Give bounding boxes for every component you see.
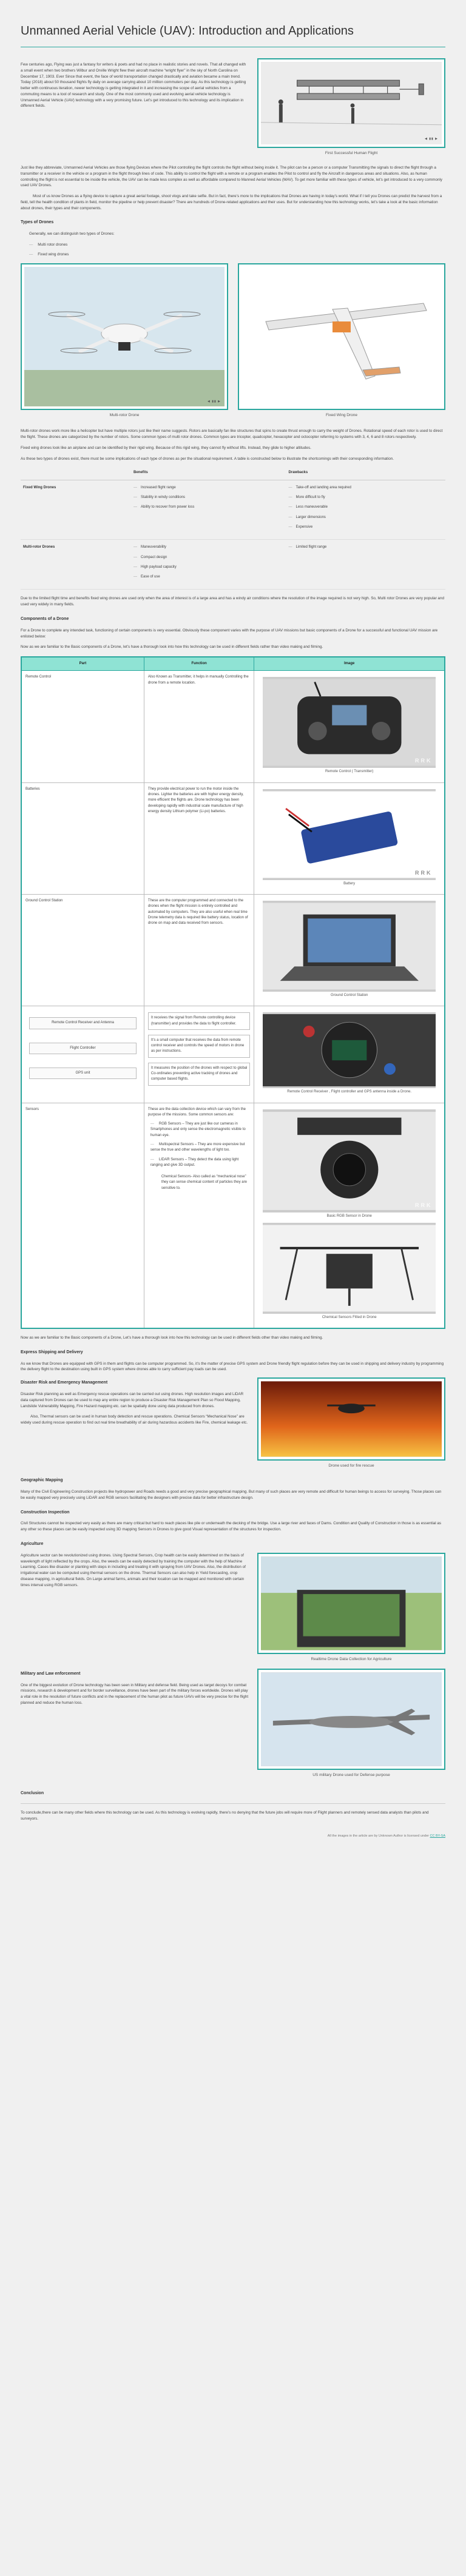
- app-text: Civil Structures cannot be inspected very easily as there are many critical but hard to reach places like pile or underneath the decking of the bridge. Use a large river and faces of Dams. Condition and Quality of Construction in those is as essential as any other so these places can be easily inspected using 3D mapping Sensors in Drones to give good Visual representation of the structures for inspection.: [21, 1521, 442, 1532]
- page-title: Unmanned Aerial Vehicle (UAV): Introduction and Applications: [21, 22, 445, 47]
- battery-photo: [263, 789, 436, 880]
- row-type: Multi-rotor Drones: [21, 540, 131, 590]
- components-table: [21, 656, 445, 1329]
- military-image: [261, 1672, 442, 1766]
- sensors-intro: These are the data collection device which can vary from the purpose of the missions. Some common sensors are:: [147, 1107, 246, 1117]
- fixedwing-caption: Fixed Wing Drone: [325, 413, 358, 418]
- table-header: Benefits: [131, 466, 286, 480]
- figure-controls[interactable]: ◀ ▮▮ ▶: [425, 137, 438, 141]
- watermark: RRK: [414, 1202, 433, 1208]
- image-cell: [254, 1006, 445, 1103]
- ground-station-image: [263, 901, 436, 992]
- image-cell: [254, 671, 445, 782]
- flight-controller-image: [263, 1012, 436, 1088]
- fire-rescue-figure: [257, 1377, 445, 1461]
- types-title: Types of Drones: [21, 220, 54, 225]
- list-item: — LIDAR Sensors – They detect the data using light ranging and give 3D output.: [150, 1157, 250, 1169]
- drone-types-figures: [21, 263, 445, 419]
- drone-interior-photo: [263, 1012, 436, 1088]
- comparison-intro-paragraph: As these two types of drones exist, there must be some implications of each type of drones as per the situational requirement. A table is constructed below to illustrate the shortcomings with their corresponding information.: [21, 456, 394, 461]
- function-cell: [144, 1103, 254, 1328]
- app-text: As we know that Drones are equipped with GPS in them and flights can be computer programmed. So, it’s the matter of precise GPS system and Drone friendly flight regulation before they can be used in shipping and delivery industry by programming the delivery flight to the destination using built in GPS system where drones able to carry sufficient pay loads can be used.: [21, 1361, 444, 1372]
- part-cell: Sensors: [21, 1103, 144, 1328]
- conclusion-title: Conclusion: [21, 1791, 44, 1795]
- applications-intro: Now as we are familiar to the Basic components of a Drone, Let’s have a thorough look into how this technology can be used in different fields other than video making and filming.: [21, 1336, 323, 1340]
- first-flight-caption: First Successful Human Flight: [325, 151, 378, 155]
- fire-rescue-caption: Drone used for fire rescue: [328, 1464, 374, 1468]
- rgb-sensor-image: [263, 1109, 436, 1212]
- list-item: — Stability in windy conditions: [133, 495, 284, 500]
- app-section-agriculture: [21, 1553, 445, 1663]
- multirotor-paragraph: Multi-rotor drones work more like a helicopter but have multiple rotors just like their name suggests. Rotors are basically fan like structures that spins to create thrust enough to carry the weight of Drones. Rotational speed of each rotor is used to direct the flight. These drones are categorized by the number of rotors. Some common types of multi rotor drones. Common types are tricopter, quadcopter, hexacopter and octocopter referring to systems with 3, 4, 6 and 8 rotors respectively.: [21, 429, 443, 440]
- function-cell: They provide electrical power to run the motor inside the drones. Lighter the batteries are with higher energy density, more efficient the flights are. Drone technology has been developing rapidly with industrial scale manufacture of high energy density Lithium polymer (Li-po) batteries.: [144, 782, 254, 894]
- remote-control-image: [263, 677, 436, 768]
- military-drone-photo: [261, 1672, 442, 1766]
- article: [21, 0, 445, 1851]
- list-item: — Ease of use: [133, 574, 284, 580]
- table-row: [21, 540, 445, 590]
- function-cell: These are the computer programmed and connected to the drones when the flight mission is entirely controlled and automated by computers. They are also useful when real time Drone telemetry data is required like battery status, location of drone on map and data received from sensors.: [144, 894, 254, 1006]
- table-header: Drawbacks: [286, 466, 445, 480]
- sensors-list: [150, 1122, 250, 1168]
- drone-uses-paragraph: Most of us know Drones as a flying device to capture a great aerial footage, shoot vlogs and take selfie. But in fact, there’s more to the implications that Drones are having in today’s world. What if I tell you Drones can predict the harvest from a field, tell the health condition of plants in field, monitor the pipeline or help prevent disaster? There are hundreds of Drone-related applications and their uses. But for understanding how this technology works, let’s take a look at the basic information about drones, their types and their components.: [21, 194, 442, 210]
- app-title: Construction Inspection: [21, 1510, 70, 1515]
- first-flight-image: [261, 62, 442, 144]
- fixedwing-paragraph: Fixed wing drones look like an airplane and can be identified by their rigid wing. Because of this rigid wing, they cannot fly without lifts. Instead, they glide to higher altitudes.: [21, 445, 311, 450]
- usage-paragraph: Due to the limited flight time and benefits fixed wing drones are used only when the area of interest is of a large area and has a windy air conditions where the resolution of the image required is not very high. So, Multi rotor Drones are very popular and used very widely in many fields.: [21, 596, 444, 607]
- part-cell: Ground Control Station: [21, 894, 144, 1006]
- agriculture-caption: Realtime Drone Data Collection for Agriculture: [311, 1656, 392, 1661]
- military-caption: US military Drone used for Defense purpose: [312, 1772, 390, 1777]
- intro-section: [21, 58, 445, 156]
- list-item: — Limited flight range: [289, 545, 443, 550]
- app-text: Disaster Risk planning as well as Emergency rescue operations can be carried out using drones. High resolution images and LiDAR data captured from Drones can be used to map any entire region to produce a Disaster Risk Management Plan so Flood Mapping, Landslide Vulnerability Mapping, Fire Hazard mapping etc. can be spatially done using data produced from drones.: [21, 1392, 244, 1408]
- watermark: RRK: [414, 869, 433, 876]
- part-cell: Batteries: [21, 782, 144, 894]
- watermark: RRK: [414, 758, 433, 764]
- app-section-disaster: [21, 1377, 445, 1469]
- app-text: Also, Thermal sensors can be used in human body detection and rescue operations. Chemical Sensors “Mechanical Nose” are widely used during rescue operation to find out real time breathability of air during hazardous accidents like Fire, chemical leakage etc.: [21, 1414, 248, 1425]
- multirotor-image: [24, 267, 225, 406]
- app-text: Agriculture sector can be revolutionized using drones. Using Spectral Sensors, Crop health can be easily determined on the basis of wavelength of light reflected by the crops. Also, the weeds can be easily detected by training the computer with the help of Machine Learning. Cases like disaster or planting with steps in including and treating it with spraying from UAV Drones. Also, the distribution of irrigational water can be computed using thermal sensors on the drone. Thermal Sensors can also help in Yield forecasting, crop disease mapping, in agricultural fields. On Large animal farms, animals and their location can be mapped and monitored with certain times interval using RGB sensors.: [21, 1553, 246, 1587]
- intro-paragraph: Few centuries ago, Flying was just a fantasy for writers & poets and had no place in realistic stories and novels. That all changed with a small event when two brothers Wilbur and Orville Wright flew their aircraft machine “wright flyer” in the sky of North Carolina on December 17, 1903. Ever Since that event, the face of world transportation changed drastically and aviation became a main trend. Today (2018) about 50 thousand flights fly daily on average carrying about 10 million commuters per day. As this technology is getting better with continuous iteration, newer technology is getting integrated in it and increasing the scope of aerial vehicles from a commuting means to a tool of research and study. One of the most commonly used and evolving aerial vehicle technology is Unmanned Aerial Vehicle (UAV) technology with a very promising future. Let’s get introduced to this technology and its implication in different fields.: [21, 62, 246, 109]
- list-item: — Multi rotor drones: [29, 242, 445, 248]
- table-row: [21, 894, 445, 1006]
- old-aircraft-photo: [261, 62, 442, 144]
- table-header: Image: [254, 657, 445, 671]
- list-item: — High payload capacity: [133, 565, 284, 570]
- fixed-wing-photo: [241, 267, 442, 406]
- image-caption: Ground Control Station: [331, 993, 368, 997]
- list-item: — Increased flight range: [133, 485, 284, 491]
- table-header: Function: [144, 657, 254, 671]
- table-header: [21, 466, 131, 480]
- table-header: Part: [21, 657, 144, 671]
- list-item: — Larger dimensions: [289, 515, 443, 520]
- subpart-label: Flight Controller: [29, 1043, 137, 1054]
- transmitter-photo: [263, 677, 436, 768]
- table-row: [21, 1006, 445, 1103]
- battery-image: [263, 789, 436, 880]
- app-title: Express Shipping and Delivery: [21, 1350, 83, 1354]
- chemical-sensor-photo: [263, 1223, 436, 1314]
- laptop-photo: [263, 901, 436, 992]
- drawbacks-cell: [286, 540, 445, 590]
- list-item: — Compact design: [133, 555, 284, 560]
- uav-definition-paragraph: Just like they abbreviate, Unmanned Aerial Vehicles are those flying Devices where the Pilot controlling the flight controls the flight without being inside it. The pilot can be a person or a computer Transmitting the signals to direct the flight through a transmitter or a receiver in the vehicle or a program in the flight through lines of code. This ability to control the flight with a remote or a program enables the Pilot to control and fly the Aircraft in dangerous areas and situations. Also, as human controlling the flight is not essential to be inside the vehicle, the UAV can be made less complex as well as affordable compared to Manned Aerial Vehicles (MAV). To get more familiar with these types of vehicle, let’s get introduced to a very commonly used UAV Drones.: [21, 166, 442, 188]
- list-item: — Take-off and landing area required: [289, 485, 443, 491]
- table-row: [21, 671, 445, 782]
- drawbacks-cell: [286, 480, 445, 539]
- footer: [21, 1834, 445, 1839]
- agriculture-image: [261, 1556, 442, 1650]
- function-box: It’s a small computer that receives the data from remote control receiver and controls the speed of motors in drone as per instructions.: [148, 1035, 250, 1058]
- first-flight-figure: [257, 58, 445, 148]
- app-text: Many of the Civil Engineering Construction projects like hydropower and Roads needs a good and very precise geographical mapping. But many of such places are very remote and difficult for human beings to access for surveying. Those places can be easily mapped very precisely using LiDAR and RGB sensors facilitating the designers with precise data for better infrastructure design.: [21, 1490, 442, 1500]
- quadcopter-photo: [24, 267, 225, 406]
- agriculture-figure: [257, 1553, 445, 1654]
- types-intro: Generally, we can distinguish two types of Drones:: [29, 232, 115, 237]
- fixedwing-image: [241, 267, 442, 406]
- footer-text: All the images in the article are by Unknown Author is licensed under: [327, 1834, 429, 1838]
- image-caption: Remote Control ( Transmitter): [325, 770, 374, 774]
- list-item: — Expensive: [289, 525, 443, 530]
- components-intro: For a Drone to complete any intended task, functioning of certain components is very essential. Obviously these component varies with the purpose of UAV missions but basic components of a Drone for a successful and functional UAV mission are enlisted below:: [21, 628, 438, 639]
- fixedwing-figure: [238, 263, 445, 410]
- multirotor-figure: [21, 263, 228, 410]
- list-item: — More difficult to fly: [289, 495, 443, 500]
- app-title: Military and Law enforcement: [21, 1671, 81, 1676]
- image-cell: [254, 782, 445, 894]
- multirotor-caption: Multi-rotor Drone: [109, 413, 140, 418]
- function-box: It receives the signal from Remote controlling device (transmitter) and provides the data to flight controller.: [148, 1012, 250, 1030]
- camera-gimbal-photo: [263, 1109, 436, 1212]
- list-item: — Fixed wing drones: [29, 252, 445, 258]
- image-caption: Battery: [343, 881, 356, 886]
- app-section-military: [21, 1669, 445, 1778]
- function-cell: [144, 1006, 254, 1103]
- table-row: [21, 782, 445, 894]
- table-row: [21, 480, 445, 539]
- conclusion-text: To conclude,there can be many other fields where this technology can be used. As this technology is evolving rapidly, there’s no denying that the future jobs will require more of Flight planners and remotely sensed data analysts than pilots and surveyors.: [21, 1810, 429, 1821]
- image-caption: Chemical Sensors Fitted in Drone: [322, 1315, 377, 1319]
- chemical-sensor-text: Chemical Sensors- Also called as “mechanical nose” they can sense chemical content of particles they are sensitive to.: [161, 1175, 247, 1190]
- benefits-cell: [131, 480, 286, 539]
- list-item: — Maneuverability: [133, 545, 284, 550]
- part-cell: Remote Control: [21, 671, 144, 782]
- image-cell: [254, 1103, 445, 1328]
- app-text: One of the biggest evolution of Drone technology has been seen in Military and defense field. Being used as target decoys for combat missions, research & development and for border surveillance, drones have been part of the military forces worldwide. Drones will play a vital role in the resolution of future conflicts and in the replacement of the human pilot as future UAVs will be very precise for the flight planned and reduce the human loss.: [21, 1683, 249, 1705]
- subpart-label: Remote Control Receiver and Antenna: [29, 1017, 137, 1029]
- app-title: Disaster Risk and Emergency Management: [21, 1380, 108, 1385]
- image-caption: Basic RGB Sensor in Drone: [326, 1214, 372, 1218]
- figure-controls[interactable]: ◀ ▮▮ ▶: [208, 399, 221, 403]
- types-list: [29, 242, 445, 258]
- agriculture-photo: [261, 1556, 442, 1650]
- list-item: — RGB Sensors – They are just like our cameras in Smartphones and only sense the electromagnetic visible to human eye.: [150, 1122, 250, 1138]
- fire-rescue-image: [261, 1381, 442, 1457]
- list-item: — Less maneuverable: [289, 505, 443, 510]
- row-type: Fixed Wing Drones: [21, 480, 131, 539]
- image-cell: [254, 894, 445, 1006]
- app-title: Agriculture: [21, 1541, 44, 1546]
- function-cell: Also Known as Transmitter, it helps in manually Controlling the drone from a remote location.: [144, 671, 254, 782]
- subpart-label: GPS unit: [29, 1068, 137, 1079]
- function-box: It measures the position of the drones with respect to global Co-ordinates preventing active tracking of drones and computer based flights.: [148, 1063, 250, 1086]
- benefits-drawbacks-table: [21, 466, 445, 590]
- app-title: Geographic Mapping: [21, 1478, 63, 1483]
- fire-drone-photo: [261, 1381, 442, 1457]
- chemical-sensor-image: [263, 1223, 436, 1314]
- military-figure: [257, 1669, 445, 1770]
- part-cell: [21, 1006, 144, 1103]
- license-link[interactable]: CC BY-SA: [430, 1834, 445, 1838]
- image-caption: Remote Control Receiver , Flight controller and GPS antenna inside a Drone.: [287, 1090, 412, 1094]
- list-item: — Ability to recover from power loss: [133, 505, 284, 510]
- components-followup: Now as we are familiar to the Basic components of a Drone, let’s have a thorough look into how this technology can be used in different fields rather than video making and filming.: [21, 645, 323, 650]
- components-title: Components of a Drone: [21, 616, 69, 621]
- table-row: [21, 1103, 445, 1328]
- divider: [21, 1803, 445, 1804]
- benefits-cell: [131, 540, 286, 590]
- list-item: — Multispectral Sensors – They are more expensive but sense the true and other wavelengths of light too.: [150, 1142, 250, 1154]
